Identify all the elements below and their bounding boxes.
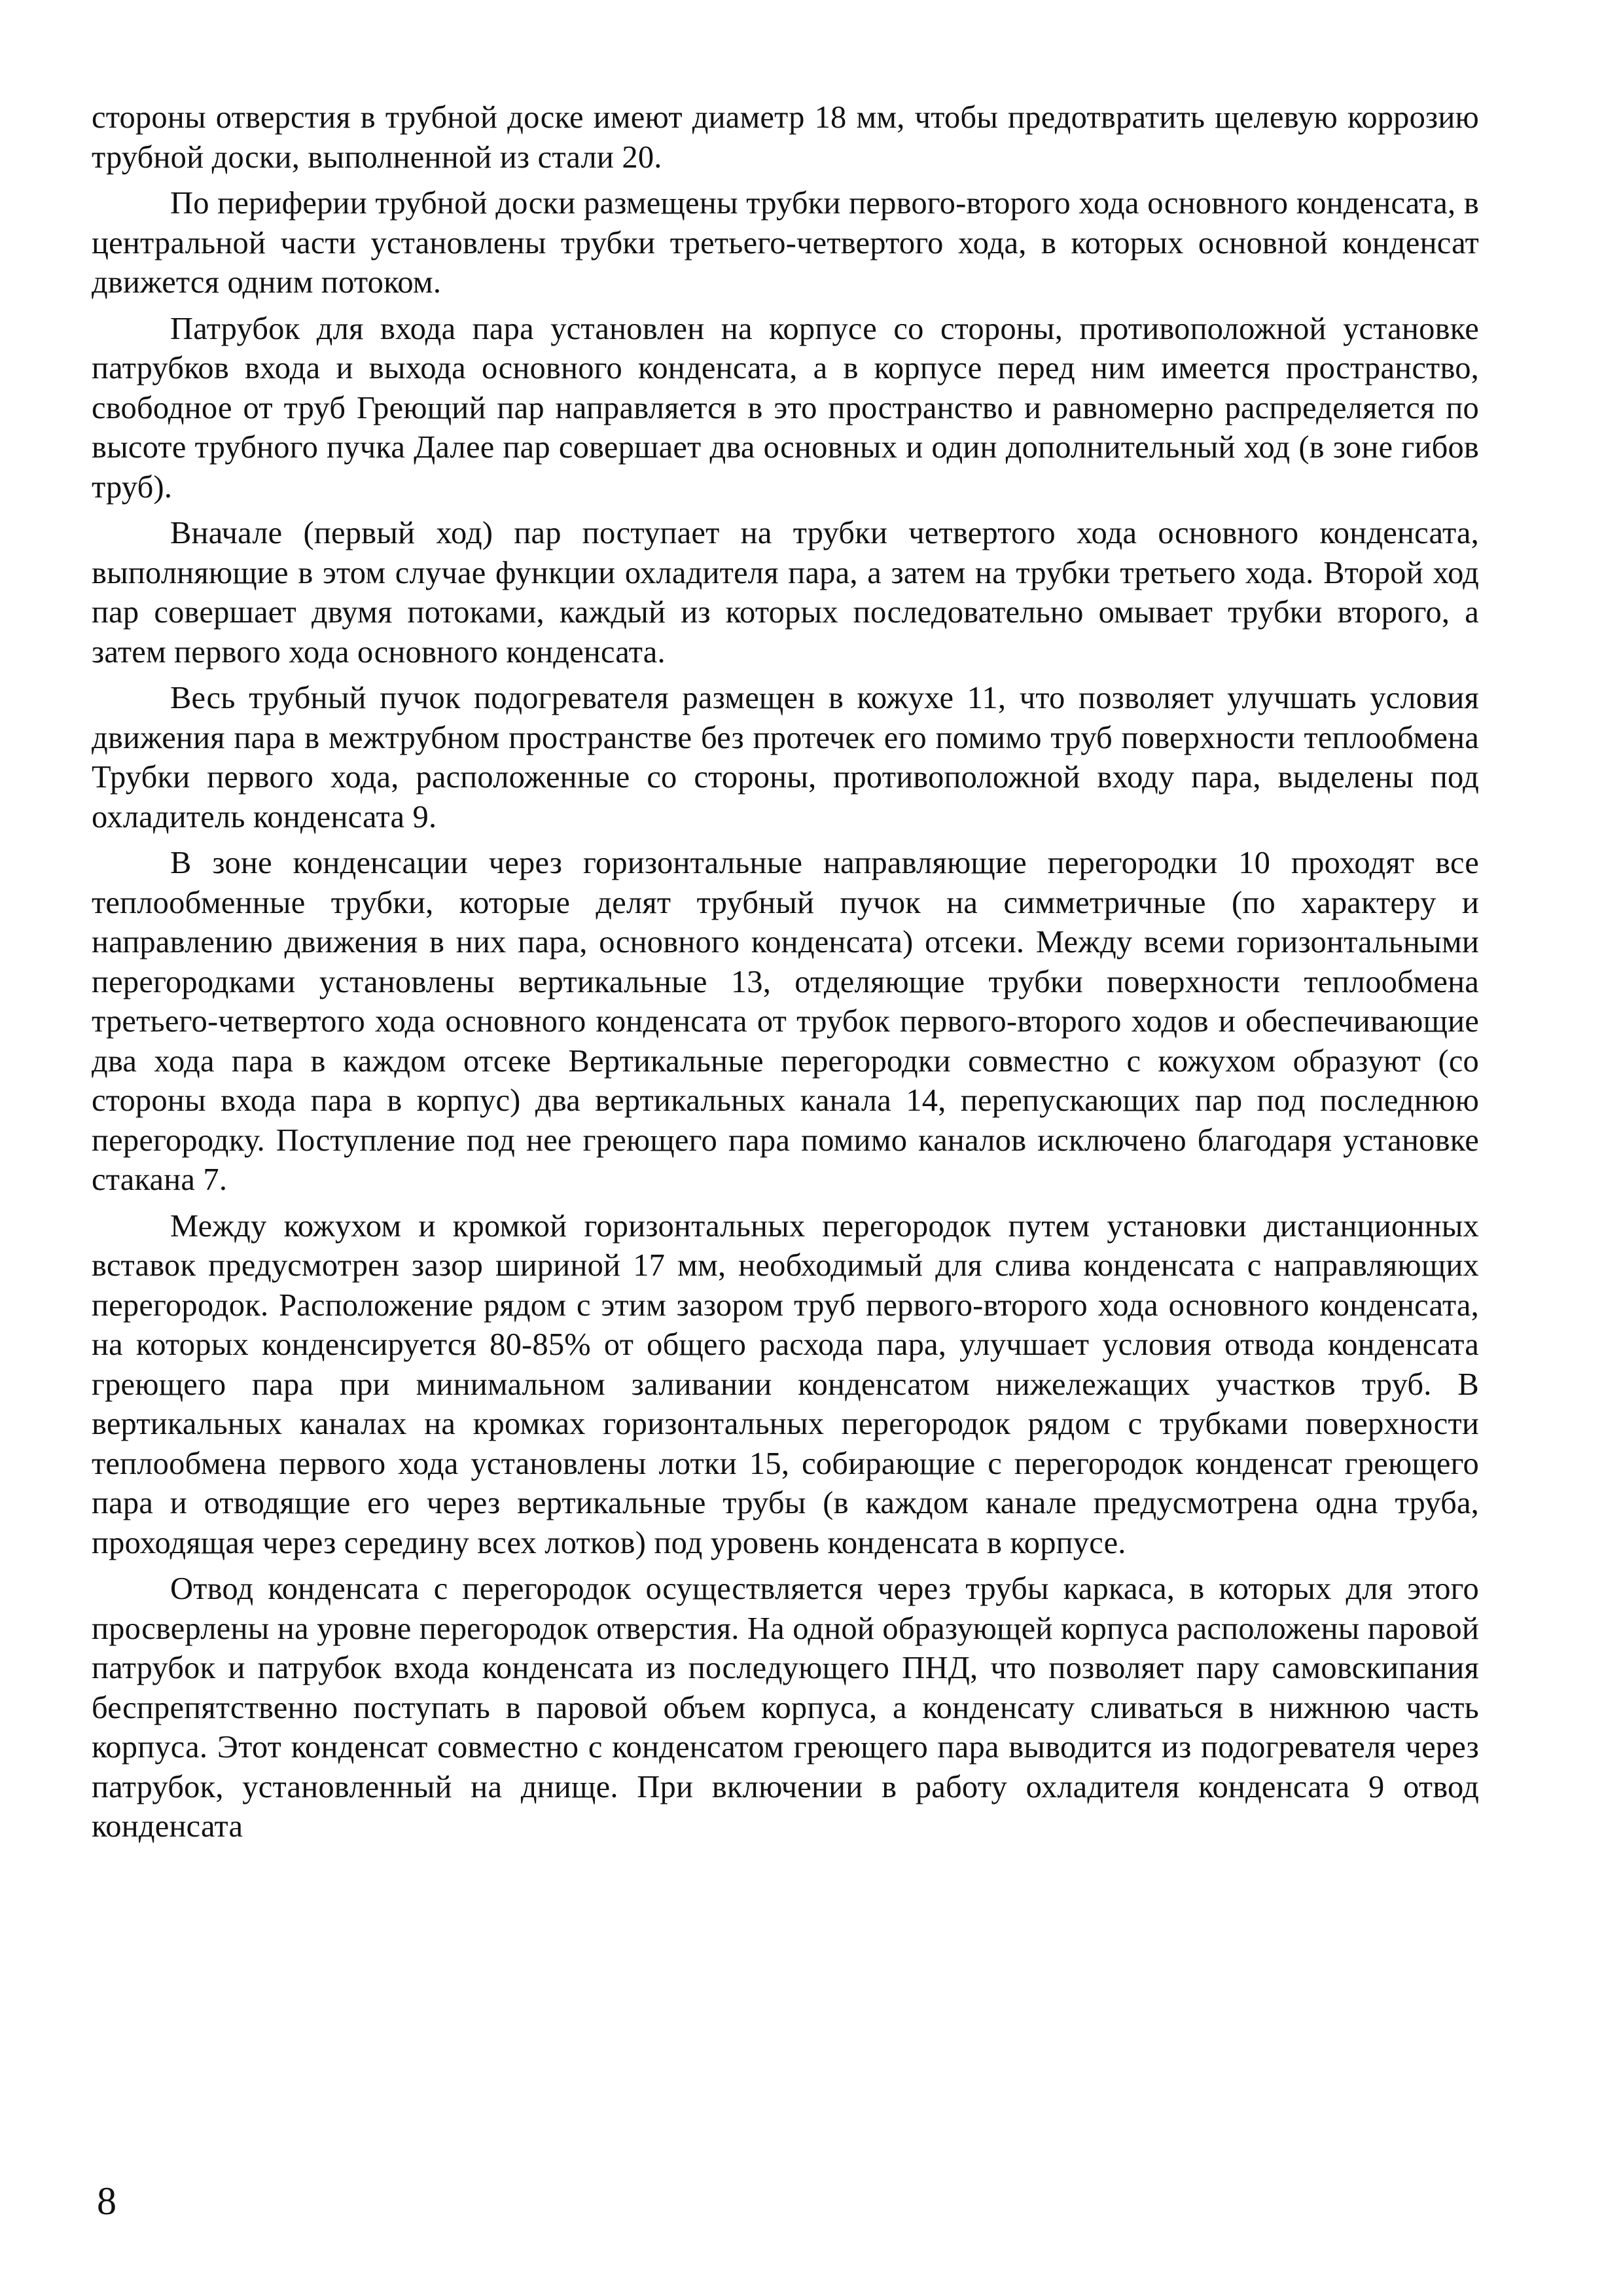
page-body (92, 98, 1479, 2193)
paragraph-steam-inlet: Патрубок для входа пара установлен на корпусе со стороны, противоположной установке патрубков входа и выхода основного конденсата, а в корпусе перед ним имеется пространство, свободное от труб Греющий пар направляется в это пространство и равномерно распределяется по высоте трубного пучка Далее пар совершает два основных и один дополнительный ход (в зоне гибов труб). (92, 311, 1479, 505)
paragraph-tube-sheet-layout: По периферии трубной доски размещены трубки первого-второго хода основного конденсата, в центральной части установлены трубки третьего-четвертого хода, в которых основной конденсат движется одним потоком. (92, 186, 1479, 300)
paragraph-condensate-removal: Отвод конденсата с перегородок осуществляется через трубы каркаса, в которых для этого просверлены на уровне перегородок отверстия. На одной образующей корпуса расположены паровой патрубок и патрубок входа конденсата из последующего ПНД, что позволяет пару самовскипания беспрепятственно поступать в паровой объем корпуса, а конденсату сливаться в нижнюю часть корпуса. Этот конденсат совместно с конденсатом греющего пара выводится из подогревателя через патрубок, установленный на днище. При включении в работу охладителя конденсата 9 отвод конденсата (92, 1571, 1479, 1844)
paragraph-drain-gap: Между кожухом и кромкой горизонтальных перегородок путем установки дистанционных вставок предусмотрен зазор шириной 17 мм, необходимый для слива конденсата с направляющих перегородок. Расположение рядом с этим зазором труб первого-второго хода основного конденсата, на которых конденсируется 80-85% от общего расхода пара, улучшает условия отвода конденсата греющего пара при минимальном заливании конденсатом нижележащих участков труб. В вертикальных каналах на кромках горизонтальных перегородок рядом с трубками поверхности теплообмена первого хода установлены лотки 15, собирающие с перегородок конденсат греющего пара и отводящие его через вертикальные трубы (в каждом канале предусмотрена одна труба, проходящая через середину всех лотков) под уровень конденсата в корпусе. (92, 1208, 1479, 1560)
paragraph-first-pass: Вначале (первый ход) пар поступает на трубки четвертого хода основного конденсата, выполняющие в этом случае функции охладителя пара, а затем на трубки третьего хода. Второй ход пар совершает двумя потоками, каждый из которых последовательно омывает трубки второго, а затем первого хода основного конденсата. (92, 516, 1479, 670)
page-number: 8 (97, 2179, 116, 2223)
paragraph-continuation: стороны отверстия в трубной доске имеют диаметр 18 мм, чтобы предотвратить щелевую коррозию трубной доски, выполненной из стали 20. (92, 100, 1479, 175)
paragraph-tube-bundle-casing: Весь трубный пучок подогревателя размещен в кожухе 11, что позволяет улучшать условия движения пара в межтрубном пространстве без протечек его помимо труб поверхности теплообмена Трубки первого хода, расположенные со стороны, противоположной входу пара, выделены под охладитель конденсата 9. (92, 681, 1479, 834)
paragraph-condensation-zone: В зоне конденсации через горизонтальные направляющие перегородки 10 проходят все теплообменные трубки, которые делят трубный пучок на симметричные (по характеру и направлению движения в них пара, основного конденсата) отсеки. Между всеми горизонтальными перегородками установлены вертикальные 13, отделяющие трубки поверхности теплообмена третьего-четвертого хода основного конденсата от трубок первого-второго ходов и обеспечивающие два хода пара в каждом отсеке Вертикальные перегородки совместно с кожухом образуют (со стороны входа пара в корпус) два вертикальных канала 14, перепускающих пар под последнюю перегородку. Поступление под нее греющего пара помимо каналов исключено благодаря установке стакана 7. (92, 846, 1479, 1197)
